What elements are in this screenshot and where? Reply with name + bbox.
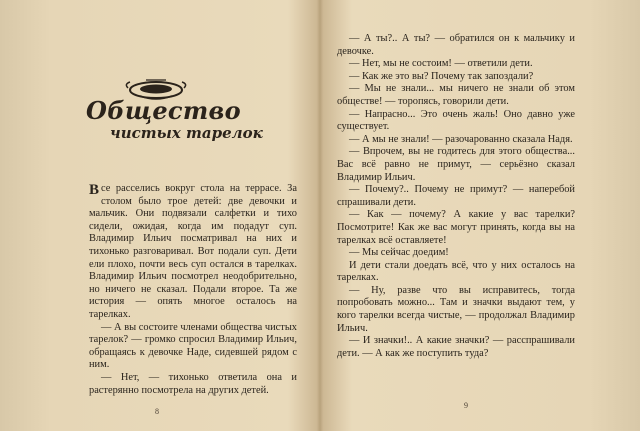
paragraph: — Мы сейчас доедим! — [349, 247, 449, 259]
paragraph: — Нет, мы не состоим! — ответили дети. — [349, 58, 533, 70]
page-number: 8 — [155, 407, 159, 416]
chapter-subtitle: чистых тарелок — [110, 124, 263, 142]
paragraph: — Ну, разве что вы исправитесь, тогда попробовать можно... Там и значки выдают тем, у кого тарелки всегда чистые, — продолжал Владимир Ильич. — [337, 284, 575, 334]
paragraph: — А вы состоите членами общества чистых тарелок? — громко спросил Владимир Ильич, обращаясь к девочке Наде, сидевшей рядом с ним. — [89, 321, 297, 371]
paragraph-text: се расселись вокруг стола на террасе. За столом было трое детей: две девочки и мальчик. Они подвязали салфетки и тихо сидели, ожидая, когда им подадут суп. Владимир Ильич посматривал на них и тихонько разговаривал. Вот подали суп. Дети ели плохо, почти весь суп остался в тарелках. Владимир Ильич посмотрел неодобрительно, но ничего не сказал. Подали второе. Та же история — опять многое осталось на тарелках. — [89, 183, 297, 320]
paragraph: — И значки!.. А какие значки? — расспрашивали дети. — А как же поступить туда? — [337, 335, 575, 359]
chapter-title: Общество — [86, 96, 241, 125]
paragraph: — Как же это вы? Почему так запоздали? — [349, 70, 534, 82]
paragraph: — Как — почему? А какие у вас тарелки? Посмотрите! Как же вас могут принять, когда вы на тарелках всё оставляете! — [337, 209, 575, 246]
page-number: 9 — [464, 401, 468, 410]
paragraph: — Нет, — тихонько ответила она и растерянно посмотрела на других детей. — [89, 371, 297, 396]
paragraph: — Мы не знали... мы ничего не знали об этом обществе! — торопясь, говорили дети. — [337, 83, 575, 107]
paragraph: — А ты?.. А ты? — обратился он к мальчику и девочке. — [337, 33, 575, 57]
paragraph: — Почему?.. Почему не примут? — наперебой спрашивали дети. — [337, 184, 575, 208]
left-page — [0, 0, 318, 431]
left-page-text — [89, 183, 297, 397]
paragraph: — Впрочем, вы не годитесь для этого общества... Вас всё равно не примут, — серьёзно сказал Владимир Ильич. — [337, 146, 575, 183]
right-page — [322, 0, 640, 431]
right-page-text — [337, 33, 575, 360]
paragraph: — Напрасно... Это очень жаль! Оно давно уже существует. — [337, 108, 575, 133]
drop-cap: В — [89, 182, 100, 198]
paragraph: — А мы не знали! — разочарованно сказала Надя. — [349, 133, 573, 145]
paragraph: И дети стали доедать всё, что у них осталось на тарелках. — [337, 259, 575, 284]
paragraph — [89, 183, 297, 322]
